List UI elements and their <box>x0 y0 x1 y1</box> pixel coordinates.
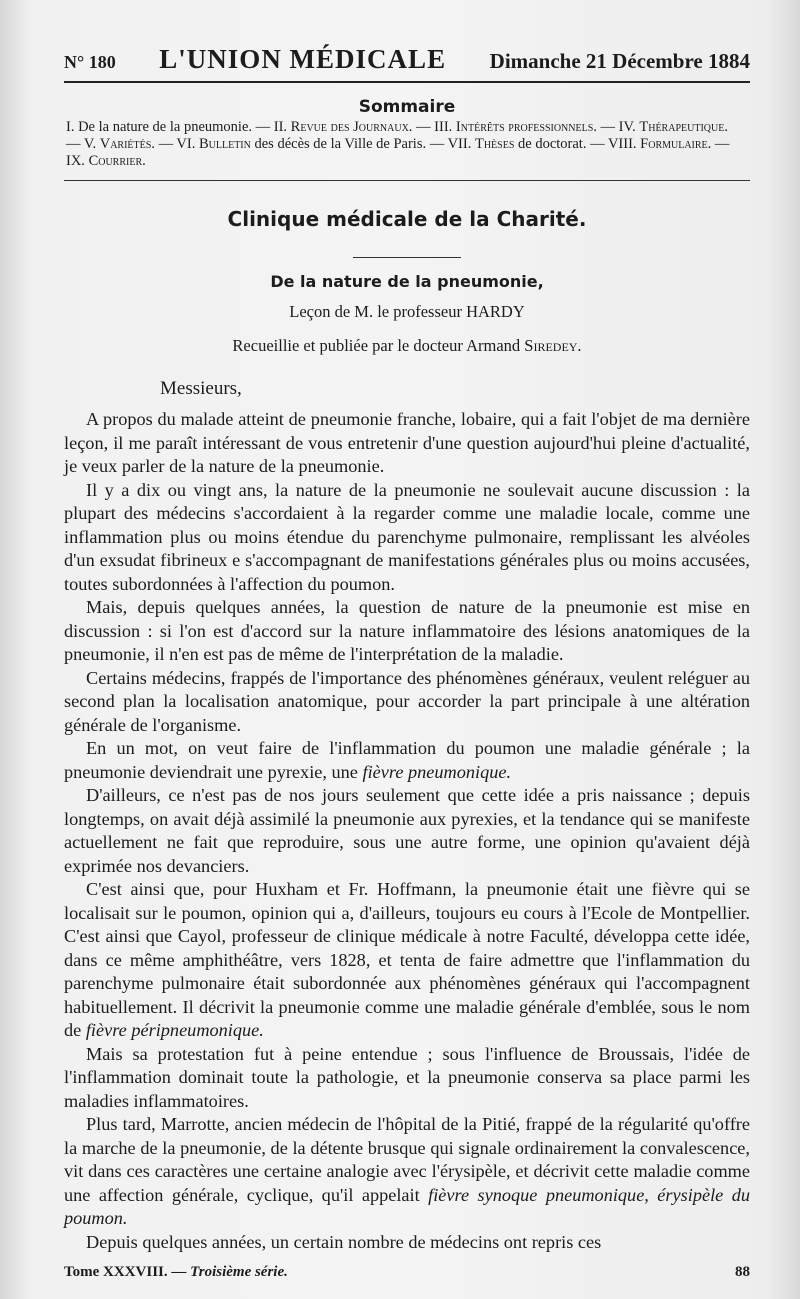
tome-info <box>64 1264 288 1281</box>
sommaire-item-formulaire: Formulaire. <box>640 136 712 152</box>
journal-title: L'UNION MÉDICALE <box>159 44 447 74</box>
masthead <box>64 44 750 83</box>
paragraph <box>64 1113 750 1231</box>
paragraph-emphasis: fièvre synoque pneumonique, érysipèle du poumon. <box>64 1184 750 1228</box>
article-title: De la nature de la pneumonie, <box>270 272 544 291</box>
sommaire-text: — IV. <box>596 119 640 135</box>
paragraph: Mais, depuis quelques années, la question de nature de la pneumonie est mise en discussion : si l'on est d'accord sur la nature inflammatoire des lésions anatomiques de la pneumonie, il n'en est pas de même de l'interprétation de la maladie. <box>64 597 750 664</box>
paragraph: D'ailleurs, ce n'est pas de nos jours seulement que cette idée a pris naissance ; depuis longtemps, on avait déjà assimilé la pneumonie aux pyrexies, et la tendance qui se manifeste actuellement ne fait que reproduire, sous une autre forme, une opinion qu'avaient déjà exprimée nos devanciers. <box>64 785 750 876</box>
recorded-by-name: Siredey. <box>524 336 582 355</box>
paragraph-text: Plus tard, Marrotte, ancien médecin de l'hôpital de la Pitié, frappé de la régularité qu'offre la marche de la pneumonie, de la détente brusque qui signale ordinairement la convalescence, vit dans ces caractères une certaine analogie avec l'érysipèle, et décrivit cette maladie comme une affection générale, cyclique, qu'il appelait <box>64 1114 750 1205</box>
series-label: Troisième série. <box>190 1264 288 1280</box>
paragraph-text: En un mot, on veut faire de l'inflammation du poumon une maladie générale ; la pneumonie deviendrait une pyrexie, une <box>64 738 750 782</box>
sommaire-text: — V. <box>66 136 100 152</box>
page-footer <box>64 1264 750 1281</box>
sommaire-text: I. De la nature de la pneumonie. — II. <box>66 119 291 135</box>
issue-number: N° 180 <box>64 52 116 72</box>
sommaire-item-revue: Revue des Journaux. <box>290 119 413 135</box>
article-body <box>64 408 750 1254</box>
paragraph: Il y a dix ou vingt ans, la nature de la pneumonie ne soulevait aucune discussion : la plupart des médecins s'accordaient à la regarder comme une maladie locale, comme une inflammation plus ou moins étendue du parenchyme pulmonaire, remplissant les alvéoles d'un exsudat fibrineux e s'accompagnant de manifestations générales plus ou moins accusées, toutes subordonnées à l'affection du poumon. <box>64 479 750 594</box>
sommaire-item-theses: Thèses <box>474 136 515 152</box>
sommaire-text: — III. <box>412 119 456 135</box>
tome-label: Tome XXXVIII. — <box>64 1264 191 1280</box>
paragraph-emphasis: fièvre pneumonique. <box>362 761 512 782</box>
sommaire-text: de doctorat. — VIII. <box>514 136 641 152</box>
sommaire-text: — IX. <box>66 136 730 169</box>
sommaire-text: — VI. <box>154 136 199 152</box>
sommaire-item-bulletin: Bulletin <box>198 136 251 152</box>
title-divider <box>353 257 461 258</box>
paragraph: Mais sa protestation fut à peine entendue ; sous l'influence de Broussais, l'idée de l'inflammation dominait toute la pathologie, et la pneumonie conserva sa place parmi les maladies inflammatoires. <box>64 1043 750 1111</box>
paragraph-emphasis: fièvre péripneumonique. <box>85 1020 264 1040</box>
paragraph <box>64 737 750 784</box>
sommaire-item-varietes: Variétés. <box>99 136 155 152</box>
page-number: 88 <box>735 1264 750 1280</box>
sommaire-text: des décès de la Ville de Paris. — VII. <box>250 136 475 152</box>
issue-date: Dimanche 21 Décembre 1884 <box>489 49 750 73</box>
sommaire-item-interets: Intérêts professionnels. <box>455 119 597 135</box>
paragraph-text: C'est ainsi que, pour Huxham et Fr. Hoffmann, la pneumonie était une fièvre qui se localisait sur le poumon, opinion qui a, d'ailleurs, toujours eu cours à l'Ecole de Montpellier. C'est ainsi que Cayol, professeur de clinique médicale à notre Faculté, développa cette idée, dans ce même amphithéâtre, vers 1828, et tenta de faire admettre que l'inflammation du parenchyme pulmonaire était subordonnée aux phénomènes généraux qui l'accompagnent habituellement. Il décrivit la pneumonie comme une maladie générale d'emblée, sous le nom de <box>64 879 750 1040</box>
salutation: Messieurs, <box>160 378 242 399</box>
sommaire-item-therapeutique: Thérapeutique. <box>639 119 728 135</box>
section-title: Clinique médicale de la Charité. <box>227 207 587 231</box>
sommaire-contents <box>64 119 750 181</box>
paragraph: Depuis quelques années, un certain nombre de médecins ont repris ces <box>86 1231 602 1252</box>
paragraph: Certains médecins, frappés de l'importance des phénomènes généraux, veulent reléguer au second plan la localisation anatomique, pour accorder la part principale à une altération générale de l'organisme. <box>64 667 750 735</box>
paragraph <box>64 878 750 1043</box>
paragraph: A propos du malade atteint de pneumonie franche, lobaire, qui a fait l'objet de ma dernière leçon, il me paraît intéressant de vous entretenir d'une question aujourd'hui pleine d'actualité, je veux parler de la nature de la pneumonie. <box>64 409 750 476</box>
sommaire-title: Sommaire <box>358 97 456 117</box>
lecture-byline: Leçon de M. le professeur HARDY <box>289 302 525 321</box>
recorded-by-text: Recueillie et publiée par le docteur Armand <box>232 336 525 355</box>
sommaire-item-courrier: Courrier. <box>88 153 146 169</box>
recorded-by <box>64 336 750 356</box>
